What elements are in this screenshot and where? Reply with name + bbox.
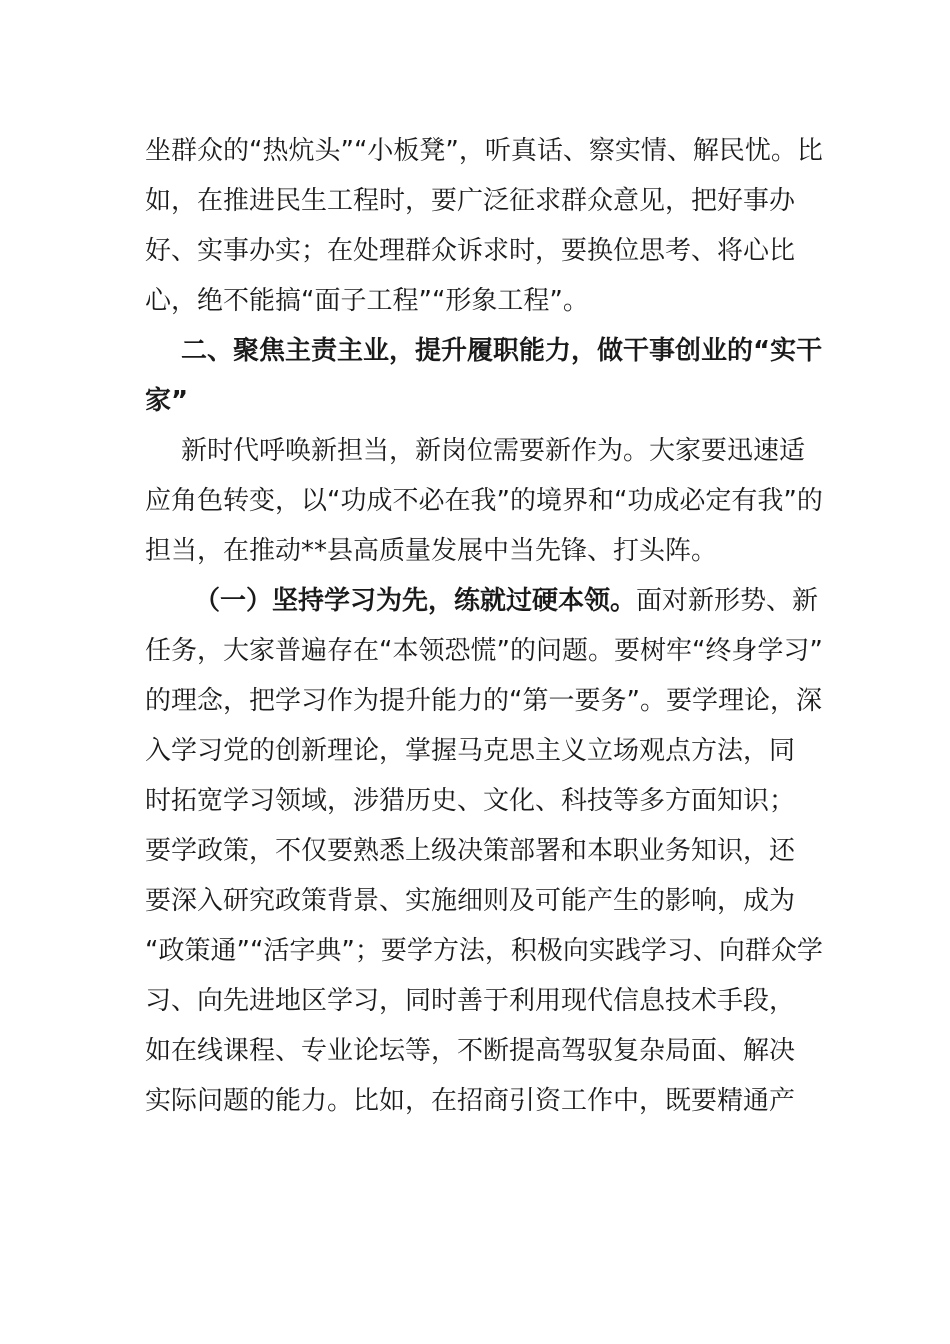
paragraph-line: 心，绝不能搞“面子工程”“形象工程”。 — [145, 286, 589, 316]
paragraph-line: 新时代呼唤新担当，新岗位需要新作为。大家要迅速适 — [181, 436, 806, 466]
paragraph-line: 好、实事办实；在处理群众诉求时，要换位思考、将心比 — [145, 236, 796, 266]
paragraph-line: 坐群众的“热炕头”“小板凳”，听真话、察实情、解民忧。比 — [145, 136, 823, 166]
paragraph-line: 入学习党的创新理论，掌握马克思主义立场观点方法，同 — [145, 736, 796, 766]
subsection-text: 面对新形势、新 — [636, 586, 819, 616]
paragraph-line: 时拓宽学习领域，涉猎历史、文化、科技等多方面知识； — [145, 786, 796, 816]
paragraph-line: 担当，在推动**县高质量发展中当先锋、打头阵。 — [145, 536, 718, 566]
paragraph-line: 要深入研究政策背景、实施细则及可能产生的影响，成为 — [145, 886, 796, 916]
paragraph-line: 习、向先进地区学习，同时善于利用现代信息技术手段， — [145, 986, 796, 1016]
paragraph-line: 要学政策，不仅要熟悉上级决策部署和本职业务知识，还 — [145, 836, 796, 866]
paragraph-line: 实际问题的能力。比如，在招商引资工作中，既要精通产 — [145, 1086, 796, 1116]
document-body — [145, 126, 823, 1126]
paragraph-line: 任务，大家普遍存在“本领恐慌”的问题。要树牢“终身学习” — [145, 636, 823, 666]
paragraph-line: 如，在推进民生工程时，要广泛征求群众意见，把好事办 — [145, 186, 796, 216]
paragraph-line: 的理念，把学习作为提升能力的“第一要务”。要学理论，深 — [145, 686, 822, 716]
paragraph-line: “政策通”“活字典”；要学方法，积极向实践学习、向群众学 — [145, 936, 823, 966]
paragraph-line: 如在线课程、专业论坛等，不断提高驾驭复杂局面、解决 — [145, 1036, 796, 1066]
section-heading-continued: 家” — [145, 386, 189, 416]
section-heading: 二、聚焦主责主业，提升履职能力，做干事创业的“实干 — [181, 336, 823, 366]
paragraph-line: 应角色转变，以“功成不必在我”的境界和“功成必定有我”的 — [145, 486, 823, 516]
subsection-line — [145, 576, 819, 626]
subsection-heading: （一）坚持学习为先，练就过硬本领。 — [194, 586, 637, 616]
